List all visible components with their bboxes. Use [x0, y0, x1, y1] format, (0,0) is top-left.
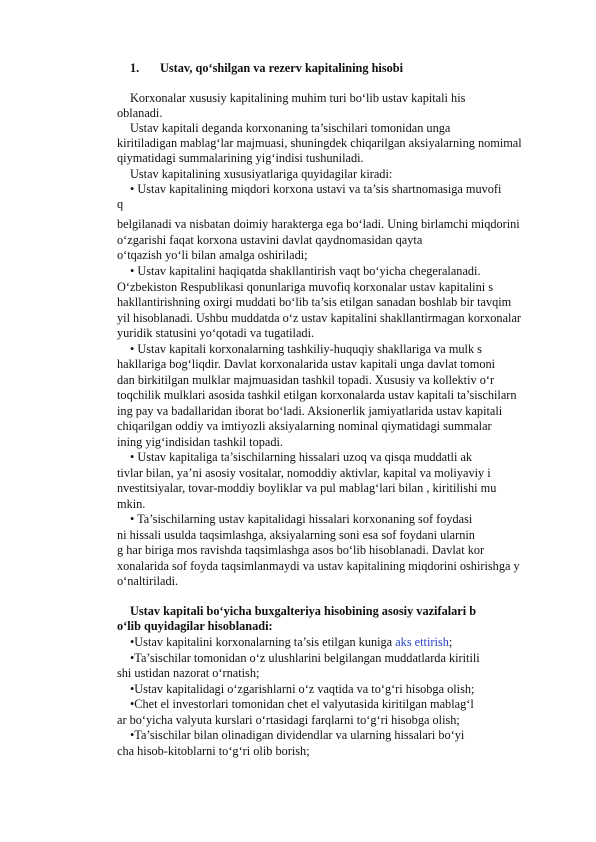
paragraph-line: q	[117, 197, 124, 211]
paragraph-line: nvestitsiyalar, tovar-moddiy boyliklar va pul mablag‘lari bilan , kiritilishi mu	[117, 481, 497, 495]
task-item	[130, 635, 452, 650]
paragraph-line: ing pay va badallaridan iborat bo‘ladi. Aksionerlik jamiyatlarida ustav kapitali	[117, 404, 503, 418]
section-title-line: Ustav kapitali bo‘yicha buxgalteriya hisobining asosiy vazifalari b	[130, 604, 477, 618]
task-item-continuation: ar bo‘yicha valyuta kurslari o‘rtasidagi farqlarni to‘g‘ri hisobga olish;	[117, 713, 460, 727]
paragraph-line: mkin.	[117, 497, 146, 511]
heading-title: Ustav, qo‘shilgan va rezerv kapitalining hisobi	[160, 61, 404, 75]
paragraph-line: ining yig‘indisidan tashkil topadi.	[117, 435, 283, 449]
paragraph-line: hakllariga bog‘liqdir. Davlat korxonalarida ustav kapitali unga davlat tomoni	[117, 357, 496, 371]
paragraph-line: yil hisoblanadi. Ushbu muddatda o‘z ustav kapitalini shakllantirmagan korxonalar	[117, 311, 521, 325]
paragraph-line: dan birkitilgan mulklar majmuasidan tashkil topadi. Xususiy va kollektiv o‘r	[117, 373, 495, 387]
task-item: •Chet el investorlari tomonidan chet el valyutasida kiritilgan mablag‘l	[130, 697, 474, 711]
paragraph-line: xonalarida sof foyda taqsimlanmaydi va ustav kapitalining miqdorini oshirishga y	[117, 559, 520, 573]
bullet-line: • Ustav kapitali korxonalarning tashkiliy-huquqiy shakllariga va mulk s	[130, 342, 482, 356]
paragraph-line: o‘zgarishi faqat korxona ustavini davlat qaydnomasidan qayta	[117, 233, 423, 247]
task-item-continuation: cha hisob-kitoblarni to‘g‘ri olib borish;	[117, 744, 310, 758]
paragraph-line: oblanadi.	[117, 106, 163, 120]
section-title-line: o‘lib quyidagilar hisoblanadi:	[117, 619, 273, 633]
paragraph-line: chiqarilgan oddiy va imtiyozli aksiyalarning nominal qiymatidagi summalar	[117, 419, 492, 433]
paragraph-line: O‘zbekiston Respublikasi qonunlariga muvofiq korxonalar ustav kapitalini s	[117, 280, 494, 294]
task-item: •Ustav kapitalidagi o‘zgarishlarni o‘z vaqtida va to‘g‘ri hisobga olish;	[130, 682, 475, 696]
bullet-line: • Ustav kapitalini haqiqatda shakllantirish vaqt bo‘yicha chegeralanadi.	[130, 264, 481, 278]
heading-number: 1.	[130, 61, 140, 75]
paragraph-line: g har biriga mos ravishda taqsimlashga asos bo‘lib hisoblanadi. Davlat kor	[117, 543, 485, 557]
paragraph-line: toqchilik mulklari asosida tashkil etilgan korxonalarda ustav kapitali ta’sischilarn	[117, 388, 517, 402]
paragraph-line: tivlar bilan, ya’ni asosiy vositalar, nomoddiy aktivlar, kapital va moliyaviy i	[117, 466, 491, 480]
paragraph-line: o‘tqazish yo‘li bilan amalga oshiriladi;	[117, 248, 308, 262]
task-item: •Ta’sischilar tomonidan o‘z ulushlarini belgilangan muddatlarda kiritili	[130, 651, 480, 665]
task-item: •Ta’sischilar bilan olinadigan dividendlar va ularning hissalari bo‘yi	[130, 728, 465, 742]
task-text-end: ;	[448, 635, 453, 649]
paragraph-line: kiritiladigan mablag‘lar majmuasi, shuningdek chiqarilgan aksiyalarning nomimal	[117, 136, 522, 150]
paragraph-line: o‘naltiriladi.	[117, 574, 179, 588]
paragraph-line: yuridik statusini yo‘qotadi va tugatiladi.	[117, 326, 315, 340]
task-item-continuation: shi ustidan nazorat o‘rnatish;	[117, 666, 260, 680]
paragraph-line: belgilanadi va nisbatan doimiy harakterga ega bo‘ladi. Uning birlamchi miqdorini	[117, 217, 520, 231]
paragraph-line: qiymatidagi summalarining yig‘indisi tushuniladi.	[117, 151, 364, 165]
paragraph-line: ni hissali usulda taqsimlashga, aksiyalarning soni esa sof foydani ularnin	[117, 528, 475, 542]
aks-ettirish-link[interactable]: aks ettirish	[395, 635, 449, 649]
bullet-line: • Ustav kapitaliga ta’sischilarning hissalari uzoq va qisqa muddatli ak	[130, 450, 473, 464]
paragraph-line: hakllantirishning oxirgi muddati bo‘lib ta’sis etilgan sanadan boshlab bir tavqim	[117, 295, 512, 309]
bullet-line: • Ustav kapitalining miqdori korxona ustavi va ta’sis shartnomasiga muvofi	[130, 182, 502, 196]
paragraph-line: Ustav kapitalining xususiyatlariga quyidagilar kiradi:	[130, 167, 393, 181]
paragraph-line: Ustav kapitali deganda korxonaning ta’sischilari tomonidan unga	[130, 121, 451, 135]
bullet-line: • Ta’sischilarning ustav kapitalidagi hissalari korxonaning sof foydasi	[130, 512, 473, 526]
paragraph-line: Korxonalar xususiy kapitalining muhim turi bo‘lib ustav kapitali his	[130, 91, 466, 105]
task-text: •Ustav kapitalini korxonalarning ta’sis etilgan kuniga	[130, 635, 396, 649]
